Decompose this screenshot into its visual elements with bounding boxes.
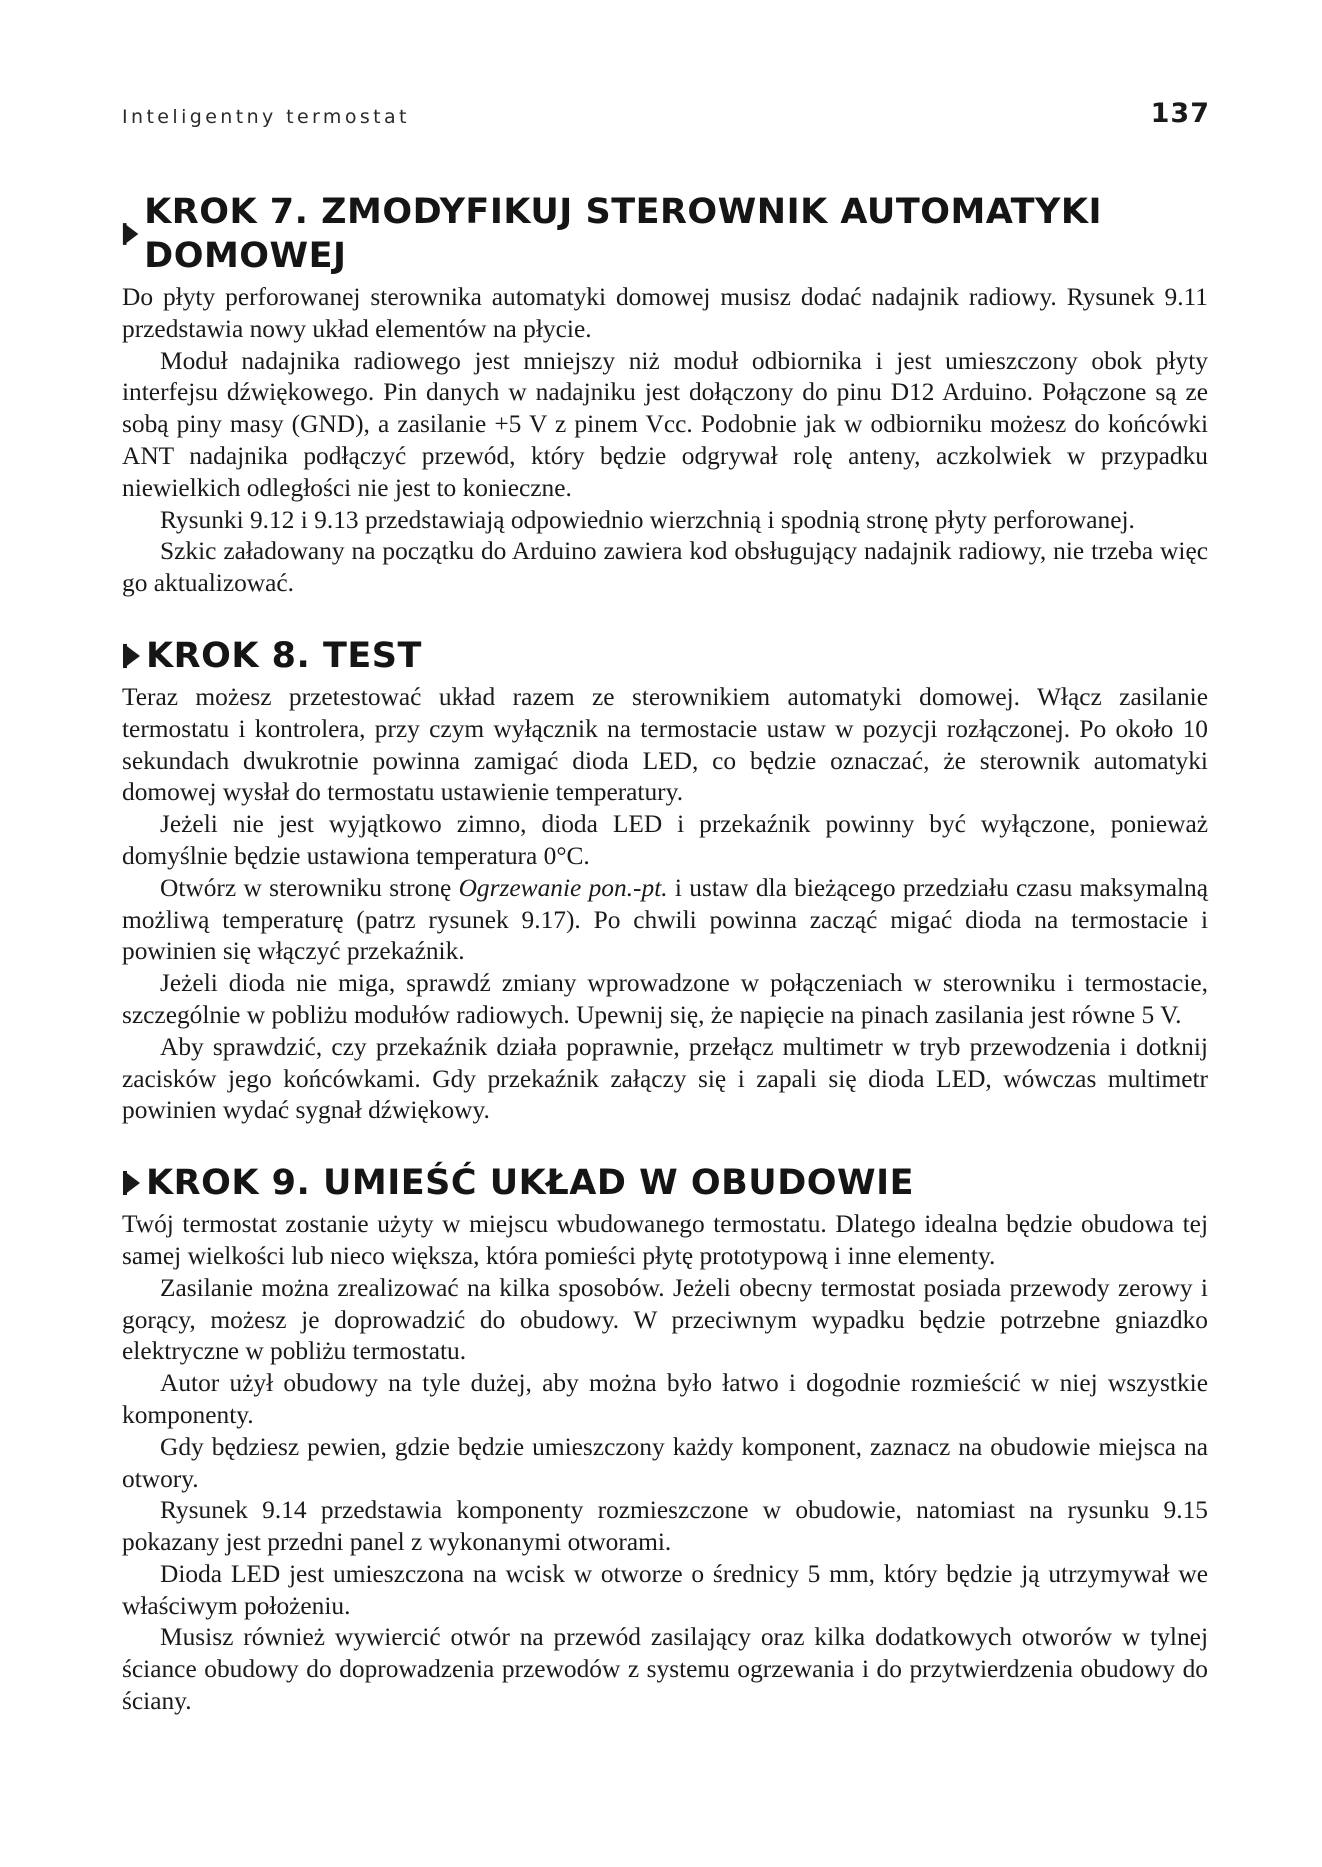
section-step-8 xyxy=(122,634,1208,1127)
paragraph: Szkic załadowany na początku do Arduino zawiera kod obsługujący nadajnik radiowy, nie trzeba więc go aktualizować. xyxy=(122,537,1208,598)
step-arrow-icon xyxy=(122,641,142,671)
section-step-7 xyxy=(122,190,1208,600)
section-heading xyxy=(122,1161,1208,1205)
section-heading-text: KROK 9. UMIEŚĆ UKŁAD W OBUDOWIE xyxy=(146,1163,915,1204)
section-heading-text: KROK 7. ZMODYFIKUJ STEROWNIK AUTOMATYKI DOMOWEJ xyxy=(144,192,1103,276)
paragraph: Rysunek 9.14 przedstawia komponenty rozmieszczone w obudowie, natomiast na rysunku 9.15 pokazany jest przedni panel z wykonanymi otworami. xyxy=(122,1496,1208,1557)
running-header-title: Inteligentny termostat xyxy=(122,106,410,128)
section-heading xyxy=(122,190,1208,278)
paragraph: Twój termostat zostanie użyty w miejscu wbudowanego termostatu. Dlatego idealna będzie obudowa tej samej wielkości lub nieco większa, która pomieści płytę prototypową i inne elementy. xyxy=(122,1210,1208,1270)
paragraph: Autor użył obudowy na tyle dużej, aby można było łatwo i dogodnie rozmieścić w niej wszystkie komponenty. xyxy=(122,1369,1208,1429)
page-number: 137 xyxy=(1150,98,1210,129)
paragraph: Aby sprawdzić, czy przekaźnik działa poprawnie, przełącz multimetr w tryb przewodzenia i dotknij zacisków jego końcówkami. Gdy przekaźnik załączy się i zapali się dioda LED, wówczas multimetr powinien wydać sygnał dźwiękowy. xyxy=(122,1032,1208,1125)
paragraph-with-italic xyxy=(122,873,1208,968)
text-run: Otwórz w sterowniku stronę xyxy=(160,873,459,902)
section-heading-text: KROK 8. TEST xyxy=(146,635,422,676)
paragraph: Jeżeli dioda nie miga, sprawdź zmiany wprowadzone w połączeniach w sterowniku i termostacie, szczególnie w pobliżu modułów radiowych. Upewnij się, że napięcie na pinach zasilania jest równe 5 V. xyxy=(122,969,1208,1029)
paragraph: Gdy będziesz pewien, gdzie będzie umieszczony każdy komponent, zaznacz na obudowie miejsca na otwory. xyxy=(122,1432,1208,1493)
paragraph: Moduł nadajnika radiowego jest mniejszy niż moduł odbiornika i jest umieszczony obok płyty interfejsu dźwiękowego. Pin danych w nadajniku jest dołączony do pinu D12 Arduino. Połączone są ze sobą piny masy (GND), a zasilanie +5 V z pinem Vcc. Podobnie jak w odbiorniku możesz do końcówki ANT nadajnika podłączyć przewód, który będzie odgrywał rolę anteny, aczkolwiek w przypadku niewielkich odległości nie jest to konieczne. xyxy=(122,346,1208,502)
paragraph: Do płyty perforowanej sterownika automatyki domowej musisz dodać nadajnik radiowy. Rysunek 9.11 przedstawia nowy układ elementów na płycie. xyxy=(122,283,1208,343)
text-run: i ustaw dla bieżącego przedziału czasu maksymalną możliwą temperaturę (patrz rysunek 9.17). Po chwili powinna zacząć migać dioda na termostacie i powinien się włączyć przekaźnik. xyxy=(122,873,1208,966)
italic-page-name: Ogrzewanie pon.-pt. xyxy=(458,873,668,902)
paragraph: Rysunki 9.12 i 9.13 przedstawiają odpowiednio wierzchnią i spodnią stronę płyty perforowanej. xyxy=(160,505,1135,534)
paragraph: Musisz również wywiercić otwór na przewód zasilający oraz kilka dodatkowych otworów w tylnej ściance obudowy do doprowadzenia przewodów z systemu ogrzewania i do przytwierdzenia obudowy do ściany. xyxy=(122,1623,1208,1716)
paragraph: Dioda LED jest umieszczona na wcisk w otworze o średnicy 5 mm, który będzie ją utrzymywał we właściwym położeniu. xyxy=(122,1559,1208,1620)
page-content xyxy=(122,190,1208,1752)
step-arrow-icon xyxy=(122,219,140,249)
section-heading xyxy=(122,634,1208,678)
paragraph: Jeżeli nie jest wyjątkowo zimno, dioda LED i przekaźnik powinny być wyłączone, ponieważ domyślnie będzie ustawiona temperatura 0°C. xyxy=(122,810,1208,870)
step-arrow-icon xyxy=(122,1168,142,1198)
paragraph: Zasilanie można zrealizować na kilka sposobów. Jeżeli obecny termostat posiada przewody zerowy i gorący, możesz je doprowadzić do obudowy. W przeciwnym wypadku będzie potrzebne gniazdko elektryczne w pobliżu termostatu. xyxy=(122,1273,1208,1366)
paragraph: Teraz możesz przetestować układ razem ze sterownikiem automatyki domowej. Włącz zasilanie termostatu i kontrolera, przy czym wyłącznik na termostacie ustaw w pozycji rozłączonej. Po około 10 sekundach dwukrotnie powinna zamigać dioda LED, co będzie oznaczać, że sterownik automatyki domowej wysłał do termostatu ustawienie temperatury. xyxy=(122,682,1208,807)
section-step-9 xyxy=(122,1161,1208,1718)
